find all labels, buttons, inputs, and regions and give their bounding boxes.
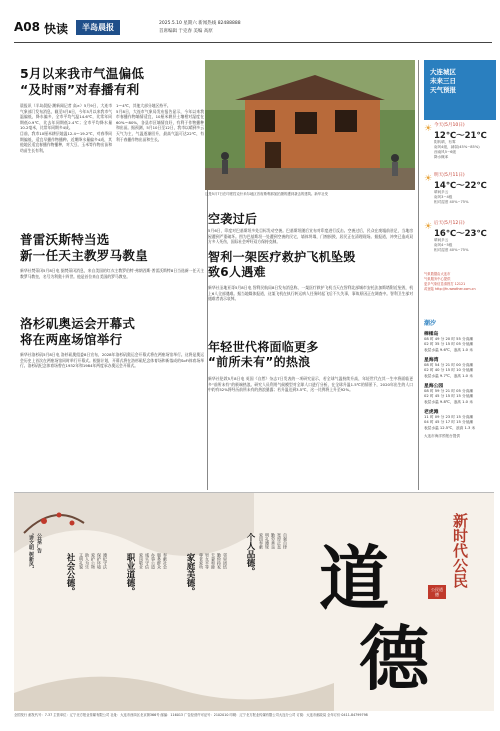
article-heatwave-body: 新华社伦敦5月8日电 英国《自然》杂志7日发表的一项研究显示，若全球气温持续升高，年轻世代在其一生中将面临更多“前所未有”的极端热浪。研究人员利用气候模型对全球人口进行分析，在全球升温1.5℃的情景下，2020年出生的人口中约有52%将经历前所未有的热浪暴露；若升温达到3.5℃，这一比例将上升至92%。 [208,376,413,393]
weather-wind-3: 降水概率 [434,155,449,159]
weather-temp: 12℃～21℃ [434,131,487,141]
tide-block-2 [424,356,496,379]
tide-place: 星海公园 [424,384,444,389]
tide-line: 02 时 35 分 15 时 05 分低潮 [424,342,474,347]
slogan-family-line: 邻里团结 [223,553,228,569]
weather-temp: 16℃～23℃ [434,229,487,239]
sun-icon: ☀ [424,174,433,184]
weather-desc: 晴间多云 [434,190,449,194]
slogan-professional-line: 服务群众 [157,553,162,569]
photo-caption: 这是5月7日在印度控克什米尔地区首府斯利那加拍摄的遭到袭击的建筑。新华社发 [205,192,328,196]
slogan-family-line: 男女平等 [205,553,210,569]
tide-line: 08 时 54 分 21 时 00 分高潮 [424,363,474,367]
sun-icon: ☀ [424,124,433,134]
sun-icon: ☀ [424,222,433,232]
weather-footer: 气象数据由大连市 气象服务中心提供 更多气象信息请拨打 12121 或登陆 http://fn.weather.com.cn [424,272,476,291]
tide-line: 表层水温 9.6℃，浪高 1.0 米 [424,347,473,352]
weather-date: 今天(5月10日) [434,123,465,128]
weather-wind-2: 相对湿度 40%~75% [434,248,469,252]
tide-line: 02 时 45 分 15 时 15 分低潮 [424,394,474,399]
headline-pope: 普雷沃斯特当选 新一任天主教罗马教皇 [20,232,149,263]
article-temperature-body-2: 1～4℃，其他大部分地区持平。 5月8日，大连市气象局发布报告显示，今年以来我市春播作物墒情适宜，10厘米耕层土壤相对湿度在60%～80%，各县市区墒情良好，有利于作物播种和出苗。据预测，5月10日至12日，我市以晴到多云天气为主，气温逐渐回升，最高气温可达22℃，有利于春播作物出苗和生长。 [116,103,204,142]
weather-wind: 南风4级，减弱(45%~85%) [434,145,480,149]
public-ad [14,492,494,711]
weather-banner-text: 大连城区 未来三日 天气预报 [430,68,456,94]
slogan-social-line: 保护环境 [97,553,102,569]
headline-heatwave: 年轻世代将面临更多 “前所未有”的热浪 [208,340,319,369]
slogan-title-social: 社会公德。 [65,553,75,596]
weather-wind: 南风4~5级 [434,243,453,247]
slogan-social-line: 助人为乐 [85,553,90,569]
slogan-personal-line: 勤劳善良 [271,533,276,549]
slogan-social-line: 爱护公物 [91,553,96,569]
tide-line: 04 时 45 分 17 时 15 分低潮 [424,420,474,425]
slogan-personal-line: 爱国奉献 [259,533,264,549]
date-line: 2025.5.10 星期六 新闻热线 82488888 [159,21,241,26]
masthead-rule [14,42,492,43]
tide-line: 11 时 09 分 23 时 15 分高潮 [424,415,474,419]
slogan-family-line: 勤俭持家 [217,553,222,569]
section-title: 快读 [44,22,69,36]
article-chile-plane-body: 新华社圣地亚哥5月8日电 智利民航局8日发布消息称，一架医疗救护飞机当天在智利北部城市安托法加斯塔附近坠毁，机上6人全部遇难。据当地媒体报道，这架飞机在执行转运病人任务时起飞后不久失事，事故原因正在调查中。智利卫生部对遇难者表示哀悼。 [208,285,413,302]
slogan-family-line: 尊老爱幼 [199,553,204,569]
tide-note: 大连市海洋预报台提供 [424,434,460,438]
tide-place: 棒棰岛 [424,332,439,337]
article-temperature-body: 晨报讯（半岛晨报·潮新闻记者 高×）5月9日，大连市气象部门发布消息，截至5月8日，今年5月以来我市气温偏低，降水偏多，全市平均气温14.6℃，比常年同期低0.9℃，比去年同期低2.4℃；全市平均降水量10.2毫米，比常年同期多4成。 目前，我市10厘米耕层地温12.4～19.2℃，对春季同期偏低，适宜早播作物播种。近期降水量偏多4成，其他地区适宜春播作物播种，对大豆、玉米等作物出苗和幼苗生长有利。 [20,103,112,153]
headline-airstrike: 空袭过后 [208,212,258,226]
calligraphy-char-1: 道 [319,537,389,620]
public-ad-label: 公益广告 [36,533,42,553]
slogan-personal-line: 宽厚正直 [277,533,282,549]
weather-wind: 南风3~4级 [434,195,453,199]
tide-block-1 [424,330,496,353]
tide-line: 表层水温 9.7℃，浪高 1.0 米 [424,373,473,378]
article-olympics-body: 新华社洛杉矶5月8日电 洛杉矶奥组委8日宣布，2028年洛杉矶奥运会开幕式将在两座场馆举行。这将是奥运会历史上首次在两座场馆同时举行开幕式。根据计划，开幕式将在洛杉矶纪念体育场和新落成的SoFi体育场举行。洛杉矶纪念体育场曾在1932年和1984年两度承办奥运会开幕式。 [20,352,204,369]
headline-olympics: 洛杉矶奥运会开幕式 将在两座场馆举行 [20,316,136,347]
column-divider-2 [418,60,419,490]
vertical-slogan-label: ‘讲文明 树新风’ [28,533,34,569]
tide-line: 08 时 59 分 21 时 05 分高潮 [424,389,474,393]
tides-heading: 潮汐 [424,320,437,327]
news-photo-illustration [205,60,415,190]
weather-temp: 14℃～22℃ [434,181,487,191]
slogan-personal-line: 自强自律 [283,533,288,549]
weather-panel [424,60,496,490]
tide-place: 星海湾 [424,358,439,363]
headline-temperature: 5月以来我市气温偏低 “及时雨”对春播有利 [20,66,145,97]
tide-line: 表层水温 9.8℃，浪高 1.0 米 [424,399,473,404]
slogan-title-personal: 个人品德。 [245,533,255,576]
slogan-social-line: 文明礼貌 [79,553,84,569]
red-seal: 公民道德 [428,585,446,599]
headline-new-era-citizen: 新时代公民 [451,513,469,588]
editor-line: 首席编辑 于克春 美编 高原 [159,29,213,34]
slogan-title-professional: 职业道德。 [125,553,135,596]
news-photo [205,60,415,190]
weather-wind-2: 相对湿度 40%~75% [434,200,469,204]
slogan-social-line: 遵纪守法 [103,553,108,569]
slogan-title-family: 家庭美德。 [185,553,195,596]
page-footer: 全国发行 邮发代号：7-37 主管单位：辽宁北方报业传媒有限公司 社址：大连市西岗区北京街366号 邮编：116013 广告经营许可证号：2102010 印刷：辽宁北方报业传媒有限公司大连分公司 订阅：大连市邮政局 全年订价 0411-84799798 [14,713,368,717]
weather-banner [424,60,496,120]
slogan-personal-line: 明礼遵规 [265,533,270,549]
tide-block-3 [424,382,496,405]
tide-line: 08 时 49 分 20 时 55 分高潮 [424,337,474,341]
weather-desc: 晴间多云 [434,238,449,242]
tide-block-4 [424,408,496,431]
headline-chile-plane: 智利一架医疗救护飞机坠毁 致6人遇难 [208,250,356,279]
weather-date: 后天(5月12日) [434,221,465,226]
weather-date: 明天(5月11日) [434,173,465,178]
masthead [14,18,494,42]
slogan-family-line: 夫妻和睦 [211,553,216,569]
article-pope-body: 新华社梵蒂冈5月8日电 据梵蒂冈消息，来自美国的红衣主教罗伯特·弗朗西斯·普雷沃斯特8日当选新一任天主教罗马教皇，名号为利奥十四世。他是首位来自美国的罗马教皇。 [20,268,204,279]
tide-line: 02 时 40 分 15 时 10 分低潮 [424,368,474,373]
page-number: A08 [14,20,40,34]
newspaper-logo: 半岛晨报 [76,20,120,35]
tide-place: 老虎滩 [424,410,439,415]
slogan-professional-line: 奉献社会 [163,553,168,569]
slogan-professional-line: 办事公道 [151,553,156,569]
calligraphy-char-2: 德 [359,617,429,700]
article-airstrike-body: 5月6日，印度对巴基斯坦多处目标发动空袭。巴基斯坦随后宣布对印度进行反击。空袭过后，民众在废墟前驻足，当地房屋遭到严重破坏。图为巴基斯坦一处遭到空袭的民宅，墙体坍塌，门窗损毁，居民正在清理现场。据报道，冲突已造成双方多人死伤，国际社会呼吁双方保持克制。 [208,228,413,245]
weather-wind-2: 西南风5~6级 [434,150,456,154]
slogan-professional-line: 诚实守信 [145,553,150,569]
slogan-professional-line: 爱岗敬业 [139,553,144,569]
weather-desc: 阴转晴，有雾 [434,140,456,144]
tide-line: 表层水温 12.5℃，浪高 1.3 米 [424,425,476,430]
